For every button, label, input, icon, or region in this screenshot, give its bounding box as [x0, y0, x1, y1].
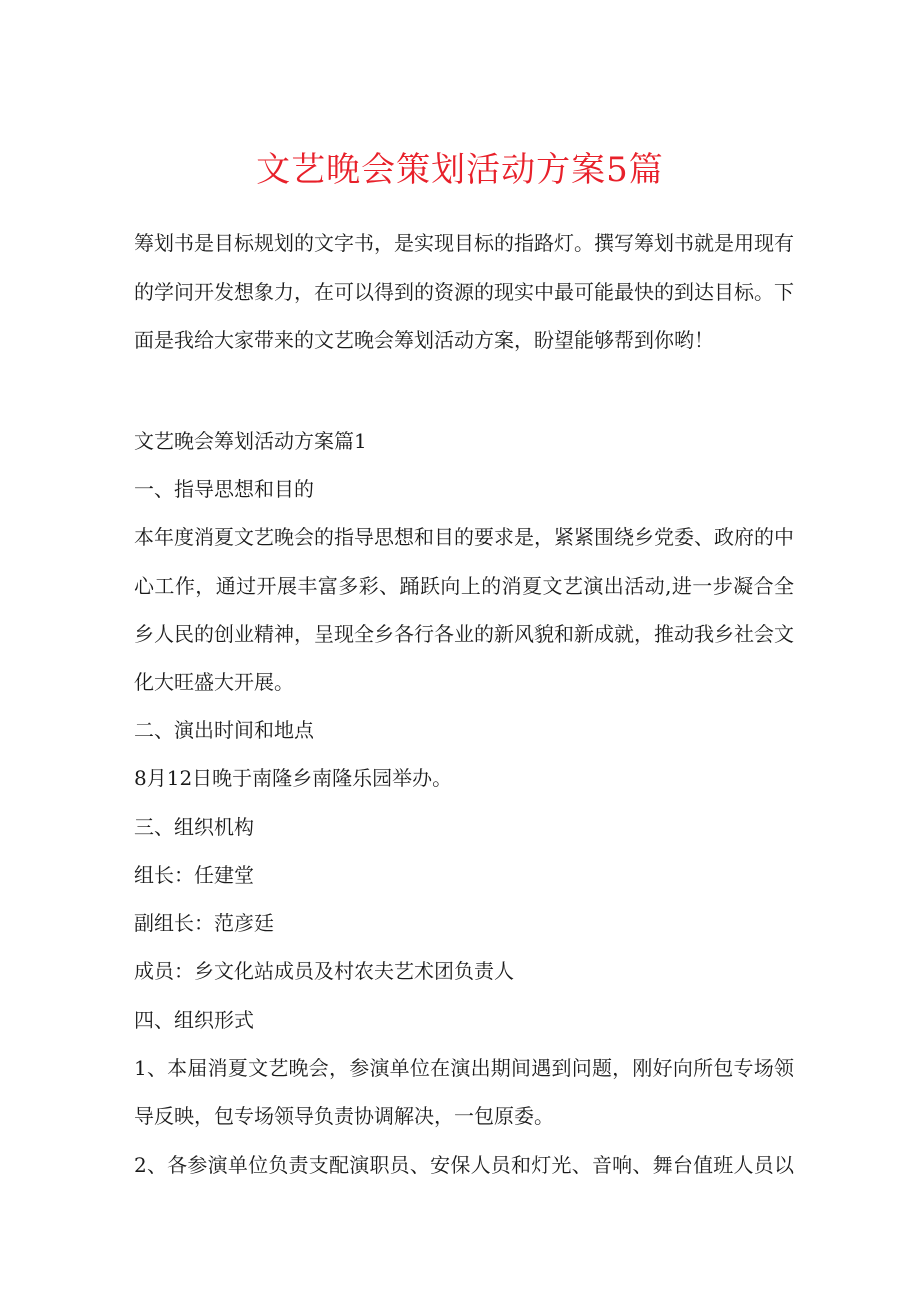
heading-organization: 三、组织机构 [134, 815, 254, 839]
paragraph-1-line-3: 乡人民的创业精神，呈现全乡各行各业的新风貌和新成就，推动我乡社会文 [134, 622, 794, 646]
item-1-line-2: 导反映，包专场领导负责协调解决，一包原委。 [134, 1104, 554, 1128]
paragraph-1-line-4: 化大旺盛大开展。 [134, 670, 294, 694]
heading-guiding-ideology: 一、指导思想和目的 [134, 477, 314, 501]
paragraph-1-line-2: 心工作，通过开展丰富多彩、踊跃向上的消夏文艺演出活动,进一步凝合全 [134, 574, 794, 598]
intro-line-2: 的学问开发想象力，在可以得到的资源的现实中最可能最快的到达目标。下 [134, 280, 794, 304]
paragraph-time-place: 8月12日晚于南隆乡南隆乐园举办。 [134, 766, 453, 790]
item-1-line-1: 1、本届消夏文艺晚会，参演单位在演出期间遇到问题，刚好向所包专场领 [134, 1056, 794, 1080]
item-2-line-1: 2、各参演单位负责支配演职员、安保人员和灯光、音响、舞台值班人员以 [134, 1153, 794, 1177]
intro-line-3: 面是我给大家带来的文艺晚会筹划活动方案，盼望能够帮到你哟！ [134, 328, 714, 352]
document-title: 文艺晚会策划活动方案5篇 [256, 150, 664, 190]
section-heading: 文艺晚会筹划活动方案篇1 [134, 429, 367, 453]
vice-leader-line: 副组长：范彦廷 [134, 911, 274, 935]
paragraph-1-line-1: 本年度消夏文艺晚会的指导思想和目的要求是，紧紧围绕乡党委、政府的中 [134, 525, 794, 549]
heading-time-place: 二、演出时间和地点 [134, 718, 314, 742]
heading-organization-form: 四、组织形式 [134, 1008, 254, 1032]
intro-line-1: 筹划书是目标规划的文字书，是实现目标的指路灯。撰写筹划书就是用现有 [134, 231, 794, 255]
members-line: 成员：乡文化站成员及村农夫艺术团负责人 [134, 959, 514, 983]
leader-line: 组长：任建堂 [134, 863, 254, 887]
